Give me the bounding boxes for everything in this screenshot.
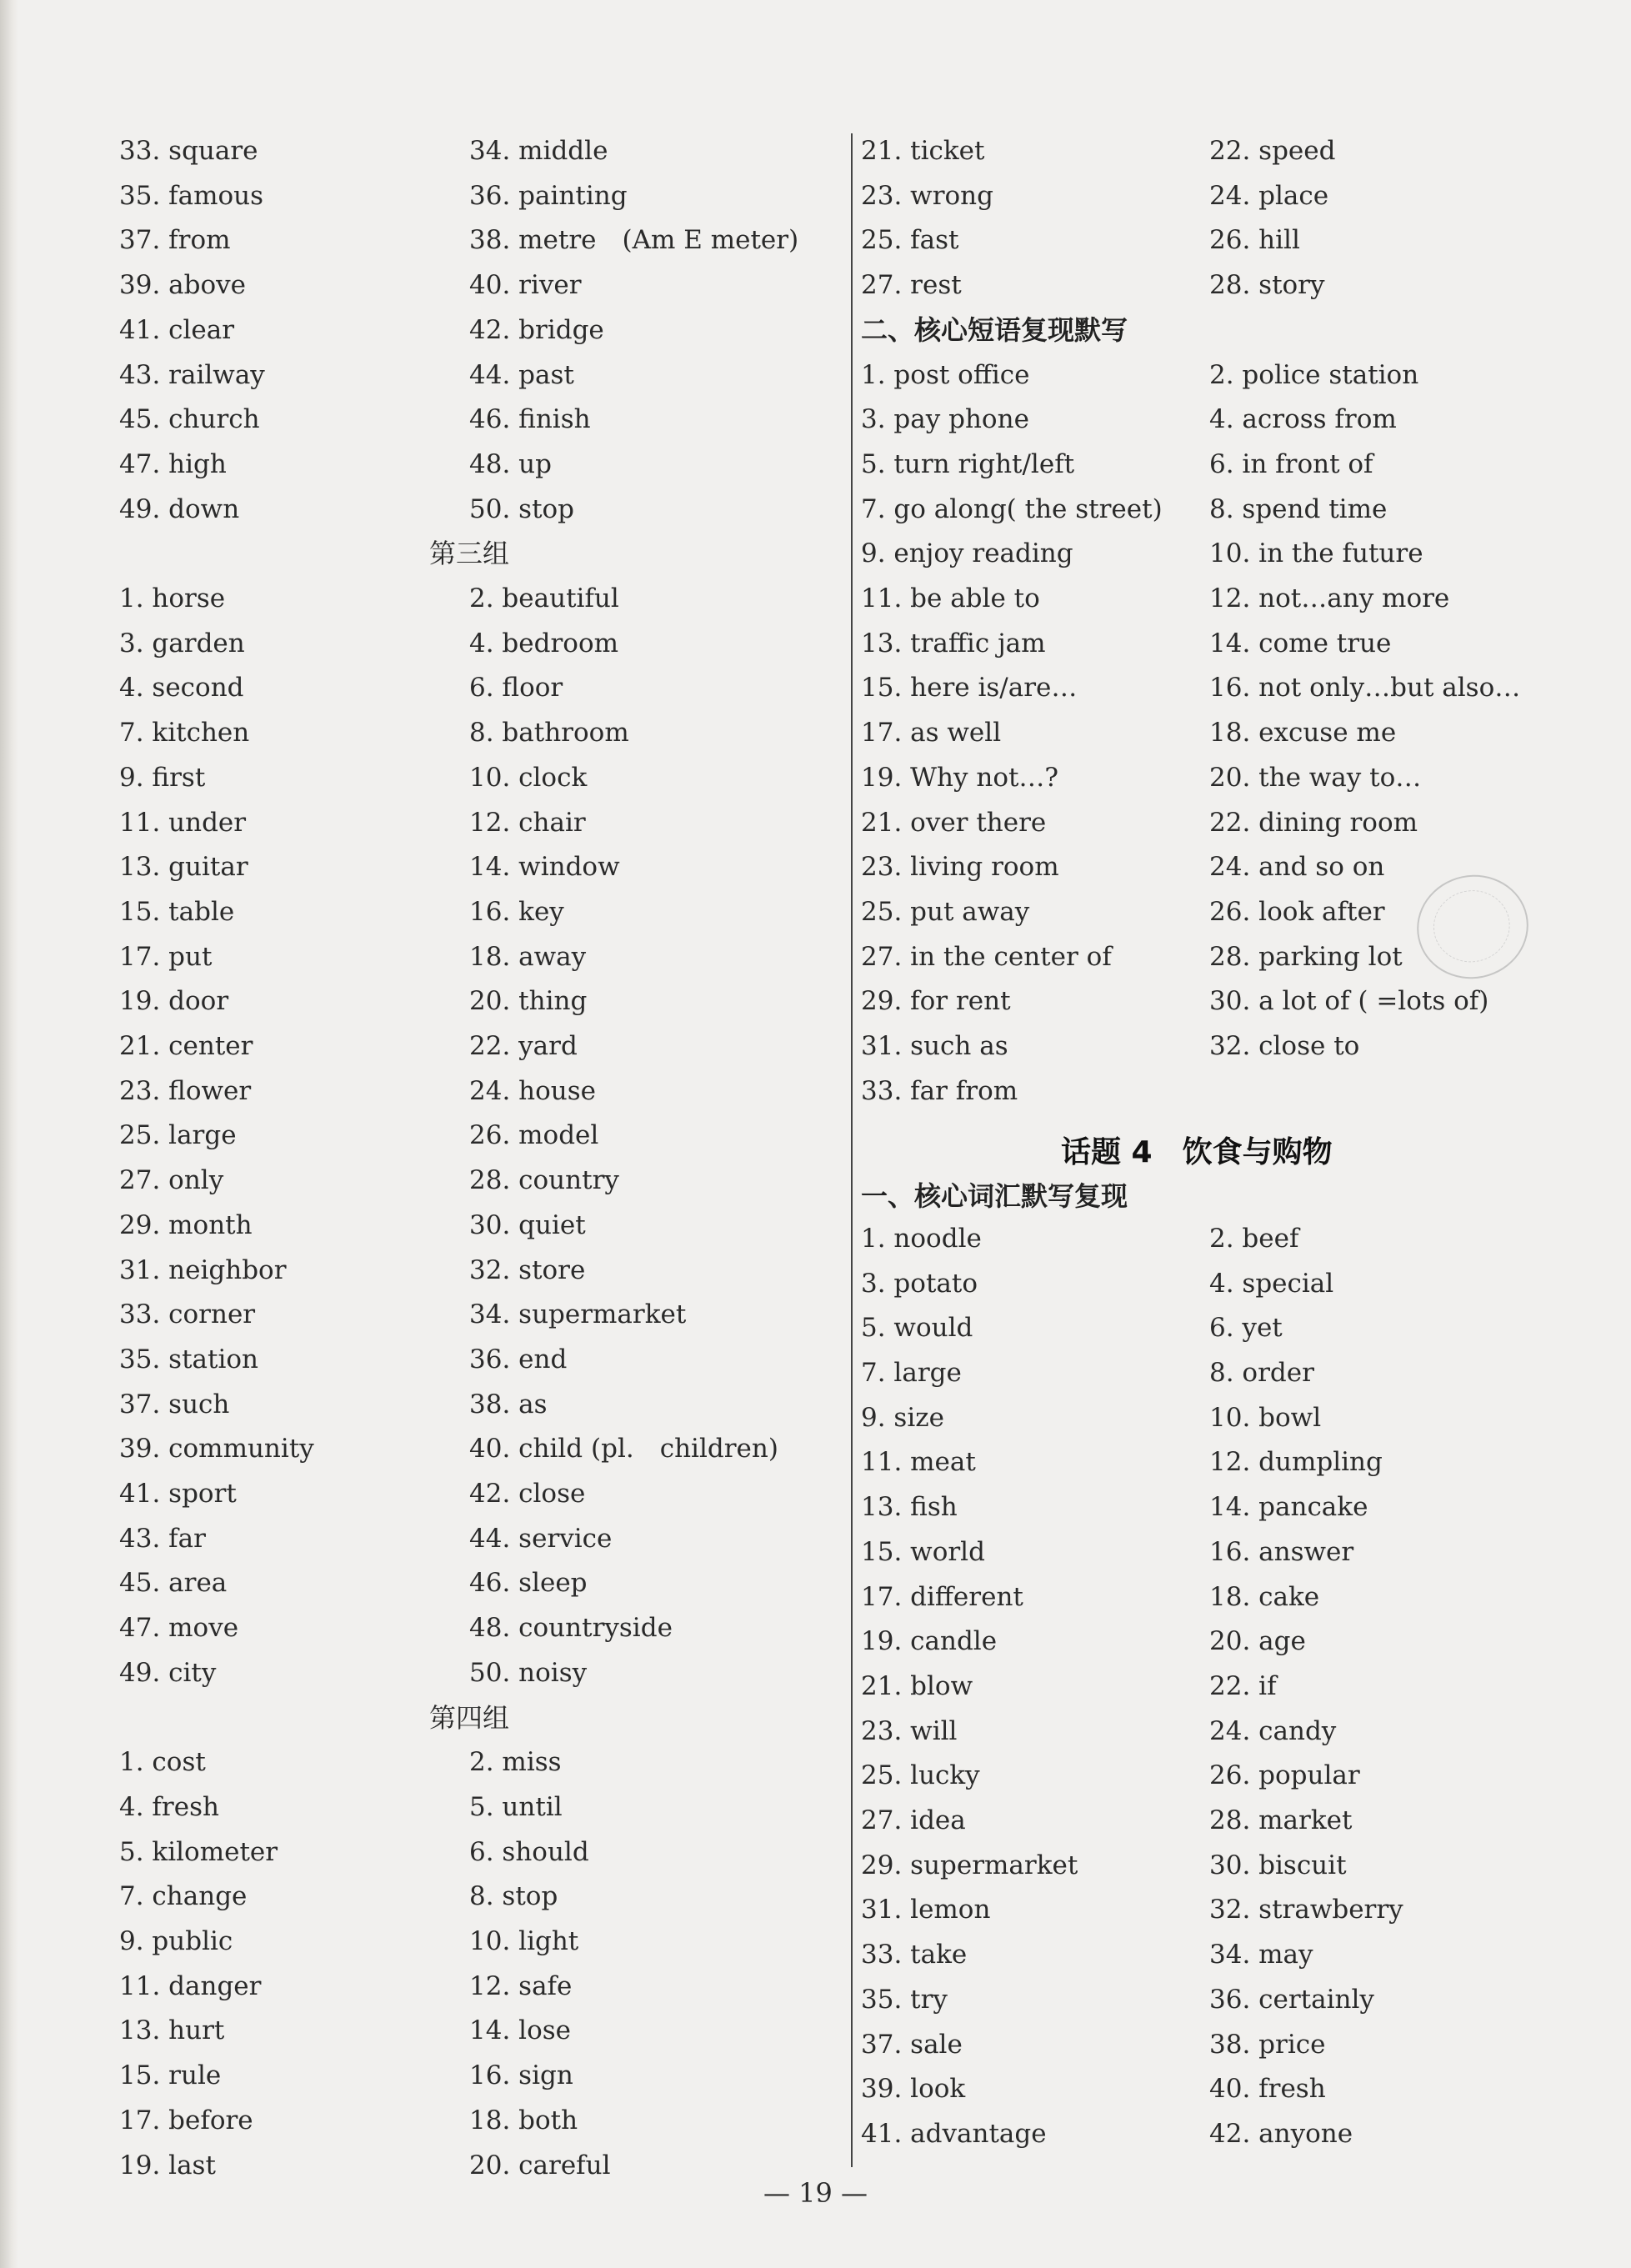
phrase-row — [861, 1024, 1611, 1069]
vocab-entry: 14. pancake — [1209, 1492, 1368, 1523]
vocab-entry: 5. kilometer — [119, 1836, 278, 1867]
vocab-entry: 40. fresh — [1209, 2074, 1326, 2105]
vocab-entry: 26. model — [469, 1120, 599, 1151]
vocab-entry: 42. bridge — [469, 314, 604, 345]
vocab-entry: 42. anyone — [1209, 2118, 1353, 2149]
vocab-entry: 5. would — [861, 1313, 973, 1344]
vocab-entry: 26. popular — [1209, 1760, 1360, 1791]
vocab-entry: 49. down — [119, 493, 240, 524]
vocab-entry: 46. finish — [469, 404, 591, 435]
vocab-entry: 26. look after — [1209, 896, 1385, 927]
vocab-entry: 39. above — [119, 270, 247, 301]
vocab-entry: 33. square — [119, 136, 258, 166]
vocab-entry: 2. police station — [1209, 359, 1419, 390]
vocab-entry: 32. store — [469, 1254, 586, 1285]
vocab-entry: 47. high — [119, 448, 227, 479]
vocab-entry: 13. guitar — [119, 852, 248, 883]
vocab-entry: 15. here is/are… — [861, 673, 1078, 703]
vocab-entry: 10. clock — [469, 762, 588, 793]
word-row — [119, 1248, 869, 1293]
vocab-entry: 7. go along( the street) — [861, 493, 1163, 524]
vocab-entry: 45. church — [119, 404, 260, 435]
vocab-entry: 1. cost — [119, 1747, 206, 1778]
vocab-entry: 19. Why not…? — [861, 762, 1059, 793]
word-row — [861, 173, 1611, 218]
vocab-entry: 37. sale — [861, 2029, 963, 2060]
vocab-entry: 20. careful — [469, 2150, 611, 2180]
word-row — [861, 1977, 1611, 2022]
phrase-row — [861, 621, 1611, 666]
vocab-entry: 10. in the future — [1209, 538, 1423, 569]
vocab-entry: 2. beef — [1209, 1223, 1299, 1254]
vocab-entry: 37. from — [119, 225, 231, 256]
vocab-entry: 18. cake — [1209, 1581, 1320, 1612]
vocab-entry: 7. kitchen — [119, 718, 250, 748]
word-row — [861, 1619, 1611, 1664]
word-row — [861, 1664, 1611, 1709]
vocab-entry: 45. area — [119, 1568, 228, 1599]
vocab-entry: 12. dumpling — [1209, 1447, 1383, 1478]
vocab-entry: 33. take — [861, 1940, 968, 1970]
word-row — [119, 263, 869, 308]
vocab-entry: 21. blow — [861, 1670, 973, 1701]
vocab-entry: 36. end — [469, 1344, 568, 1374]
word-row — [119, 1650, 869, 1695]
vocab-entry: 8. order — [1209, 1358, 1314, 1388]
word-row — [119, 1605, 869, 1650]
vocab-entry: 19. candle — [861, 1626, 998, 1657]
vocab-entry: 6. should — [469, 1836, 589, 1867]
vocab-entry: 6. in front of — [1209, 448, 1373, 479]
vocab-entry: 10. light — [469, 1926, 579, 1956]
word-row — [119, 1740, 869, 1785]
vocab-entry: 12. chair — [469, 807, 586, 838]
word-row — [119, 173, 869, 218]
vocab-entry: 43. far — [119, 1523, 206, 1554]
phrase-row — [861, 979, 1611, 1024]
vocab-entry: 38. as — [469, 1389, 548, 1419]
vocab-entry: 25. large — [119, 1120, 237, 1151]
vocab-entry: 9. public — [119, 1926, 233, 1956]
vocab-entry: 27. only — [119, 1165, 224, 1196]
word-row — [119, 1785, 869, 1830]
vocab-entry: 31. lemon — [861, 1895, 991, 1925]
vocab-entry: 16. not only…but also… — [1209, 673, 1521, 703]
vocab-entry: 24. candy — [1209, 1715, 1337, 1746]
vocab-entry: 16. sign — [469, 2060, 573, 2091]
vocab-entry: 20. the way to… — [1209, 762, 1422, 793]
vocab-entry: 6. yet — [1209, 1313, 1283, 1344]
vocab-entry: 41. sport — [119, 1479, 237, 1509]
vocab-entry: 28. market — [1209, 1805, 1353, 1835]
vocab-entry: 42. close — [469, 1479, 586, 1509]
word-row — [119, 665, 869, 710]
vocab-entry: 44. past — [469, 359, 574, 390]
vocab-entry: 19. last — [119, 2150, 216, 2180]
vocab-entry: 15. rule — [119, 2060, 222, 2091]
right-column — [861, 0, 1611, 2167]
phrase-row — [861, 1069, 1611, 1114]
word-row — [861, 1887, 1611, 1932]
vocab-entry: 33. far from — [861, 1075, 1018, 1106]
word-row — [119, 1292, 869, 1337]
phrase-row — [861, 576, 1611, 621]
word-row — [861, 1575, 1611, 1620]
section-heading: 一、核心词汇默写复现 — [861, 1179, 1128, 1212]
vocab-entry: 28. country — [469, 1165, 619, 1196]
topic-title — [1061, 1128, 1333, 1178]
vocab-entry: 24. house — [469, 1075, 597, 1106]
word-row — [119, 1874, 869, 1919]
word-row — [119, 800, 869, 845]
vocab-entry: 6. floor — [469, 673, 563, 703]
vocab-entry: 11. under — [119, 807, 247, 838]
word-row — [119, 1382, 869, 1427]
vocab-entry: 34. middle — [469, 136, 608, 166]
vocab-entry: 32. strawberry — [1209, 1895, 1403, 1925]
word-row — [861, 1932, 1611, 1977]
word-row — [119, 1158, 869, 1203]
vocab-entry: 4. second — [119, 673, 244, 703]
vocab-entry: 3. potato — [861, 1268, 978, 1299]
phrase-row — [861, 442, 1611, 487]
phrase-row — [861, 487, 1611, 532]
word-row — [119, 218, 869, 263]
vocab-entry: 34. supermarket — [469, 1299, 687, 1330]
word-row — [119, 979, 869, 1024]
vocab-entry: 27. idea — [861, 1805, 966, 1835]
phrase-row — [861, 665, 1611, 710]
word-row — [119, 2008, 869, 2053]
vocab-entry: 4. across from — [1209, 404, 1397, 435]
vocab-entry: 13. traffic jam — [861, 628, 1046, 658]
vocab-entry: 31. neighbor — [119, 1254, 287, 1285]
vocab-entry: 9. first — [119, 762, 206, 793]
word-row — [119, 1830, 869, 1875]
vocab-entry: 23. will — [861, 1715, 958, 1746]
word-row — [861, 1439, 1611, 1484]
word-row — [119, 1919, 869, 1964]
word-row — [119, 1069, 869, 1114]
vocab-entry: 24. place — [1209, 180, 1329, 211]
vocab-entry: 28. parking lot — [1209, 941, 1403, 972]
vocab-entry: 13. fish — [861, 1492, 958, 1523]
group-title: 第三组 — [429, 538, 510, 570]
word-row — [119, 621, 869, 666]
vocab-entry: 7. change — [119, 1881, 248, 1912]
vocab-entry: 3. pay phone — [861, 404, 1029, 435]
vocab-entry: 18. both — [469, 2105, 578, 2135]
vocab-entry: 8. spend time — [1209, 493, 1388, 524]
vocab-entry: 11. danger — [119, 1970, 262, 2001]
vocab-entry: 23. flower — [119, 1075, 252, 1106]
word-row — [861, 1395, 1611, 1440]
vocab-entry: 17. before — [119, 2105, 253, 2135]
vocab-entry: 16. key — [469, 896, 564, 927]
vocab-entry: 8. stop — [469, 1881, 558, 1912]
vocab-entry: 7. large — [861, 1358, 962, 1388]
vocab-entry: 16. answer — [1209, 1536, 1354, 1567]
vocab-entry: 18. excuse me — [1209, 718, 1397, 748]
vocab-entry: 12. safe — [469, 1970, 573, 2001]
vocab-entry: 40. river — [469, 270, 582, 301]
vocab-entry: 5. until — [469, 1791, 563, 1822]
vocab-entry: 17. different — [861, 1581, 1023, 1612]
vocab-entry: 41. clear — [119, 314, 235, 345]
word-row — [119, 308, 869, 353]
vocab-entry: 1. horse — [119, 583, 226, 613]
vocab-entry: 11. meat — [861, 1447, 976, 1478]
vocab-entry: 48. up — [469, 448, 552, 479]
vocab-entry: 35. famous — [119, 180, 264, 211]
vocab-entry: 50. stop — [469, 493, 575, 524]
vocab-entry: 1. post office — [861, 359, 1030, 390]
vocab-entry: 20. thing — [469, 986, 588, 1017]
word-row — [861, 263, 1611, 308]
vocab-entry: 18. away — [469, 941, 587, 972]
vocab-entry: 34. may — [1209, 1940, 1313, 1970]
word-row — [861, 1261, 1611, 1306]
word-row — [119, 442, 869, 487]
vocab-entry: 15. table — [119, 896, 235, 927]
vocab-entry: 38. metre (Am E meter) — [469, 225, 799, 256]
vocab-entry: 22. if — [1209, 1670, 1277, 1701]
word-row — [861, 128, 1611, 173]
vocab-entry: 29. supermarket — [861, 1850, 1078, 1880]
vocab-entry: 32. close to — [1209, 1031, 1360, 1061]
word-row — [861, 1709, 1611, 1754]
word-row — [861, 1843, 1611, 1888]
vocab-entry: 14. window — [469, 852, 620, 883]
vocab-entry: 4. bedroom — [469, 628, 619, 658]
vocab-entry: 25. lucky — [861, 1760, 980, 1791]
word-row — [861, 218, 1611, 263]
word-row — [119, 934, 869, 979]
vocab-entry: 31. such as — [861, 1031, 1008, 1061]
vocab-entry: 17. put — [119, 941, 213, 972]
vocab-entry: 41. advantage — [861, 2118, 1047, 2149]
phrase-row — [861, 755, 1611, 800]
vocab-entry: 14. lose — [469, 2015, 571, 2046]
phrase-row — [861, 531, 1611, 576]
word-row — [119, 2053, 869, 2098]
vocab-entry: 4. special — [1209, 1268, 1334, 1299]
word-row — [861, 1484, 1611, 1530]
vocab-entry: 9. enjoy reading — [861, 538, 1073, 569]
vocab-entry: 36. painting — [469, 180, 628, 211]
phrase-row — [861, 397, 1611, 442]
vocab-entry: 27. in the center of — [861, 941, 1112, 972]
vocab-entry: 44. service — [469, 1523, 613, 1554]
word-row — [861, 1753, 1611, 1798]
word-row — [861, 2111, 1611, 2156]
vocab-entry: 48. countryside — [469, 1613, 673, 1644]
word-row — [861, 1530, 1611, 1575]
vocab-entry: 26. hill — [1209, 225, 1300, 256]
vocab-entry: 8. bathroom — [469, 718, 629, 748]
vocab-entry: 14. come true — [1209, 628, 1392, 658]
vocab-entry: 21. ticket — [861, 136, 985, 166]
word-row — [861, 1305, 1611, 1350]
word-row — [119, 487, 869, 532]
word-row — [861, 1350, 1611, 1395]
vocab-entry: 30. biscuit — [1209, 1850, 1347, 1880]
vocab-entry: 27. rest — [861, 270, 962, 301]
vocab-entry: 46. sleep — [469, 1568, 588, 1599]
vocab-entry: 33. corner — [119, 1299, 256, 1330]
word-row — [119, 1560, 869, 1605]
vocab-entry: 11. be able to — [861, 583, 1040, 613]
vocab-entry: 39. community — [119, 1434, 314, 1464]
vocab-entry: 30. quiet — [469, 1209, 586, 1240]
word-row — [119, 1113, 869, 1158]
page-number: — 19 — — [763, 2177, 868, 2209]
vocab-entry: 22. speed — [1209, 136, 1336, 166]
word-row — [119, 128, 869, 173]
vocab-entry: 17. as well — [861, 718, 1002, 748]
vocab-entry: 2. beautiful — [469, 583, 619, 613]
vocab-entry: 22. yard — [469, 1031, 578, 1061]
vocab-entry: 15. world — [861, 1536, 985, 1567]
word-row — [861, 2022, 1611, 2067]
vocab-entry: 23. wrong — [861, 180, 993, 211]
phrase-row — [861, 710, 1611, 755]
word-row — [119, 2098, 869, 2143]
vocab-entry: 12. not…any more — [1209, 583, 1450, 613]
word-row — [119, 1024, 869, 1069]
vocab-entry: 29. month — [119, 1209, 253, 1240]
vocab-entry: 19. door — [119, 986, 229, 1017]
word-row — [119, 1471, 869, 1516]
vocab-entry: 47. move — [119, 1613, 239, 1644]
vocab-entry: 50. noisy — [469, 1657, 588, 1688]
page-edge-shadow — [0, 0, 18, 2268]
vocab-entry: 2. miss — [469, 1747, 562, 1778]
vocab-entry: 10. bowl — [1209, 1402, 1322, 1433]
word-row — [119, 755, 869, 800]
vocab-entry: 49. city — [119, 1657, 217, 1688]
vocab-entry: 39. look — [861, 2074, 966, 2105]
vocab-entry: 13. hurt — [119, 2015, 225, 2046]
vocab-entry: 1. noodle — [861, 1223, 982, 1254]
vocab-entry: 38. price — [1209, 2029, 1326, 2060]
word-row — [119, 397, 869, 442]
topic-label: 话题 4 — [1061, 1135, 1153, 1170]
word-row — [119, 710, 869, 755]
section-heading: 二、核心短语复现默写 — [861, 313, 1128, 346]
vocab-entry: 24. and so on — [1209, 852, 1385, 883]
vocab-entry: 25. fast — [861, 225, 959, 256]
vocab-entry: 3. garden — [119, 628, 245, 658]
phrase-row — [861, 800, 1611, 845]
word-row — [119, 1426, 869, 1471]
vocab-entry: 29. for rent — [861, 986, 1011, 1017]
vocab-entry: 36. certainly — [1209, 1984, 1374, 2015]
vocab-entry: 21. over there — [861, 807, 1047, 838]
topic-name: 饮食与购物 — [1182, 1135, 1333, 1170]
vocab-entry: 35. try — [861, 1984, 948, 2015]
vocab-entry: 25. put away — [861, 896, 1030, 927]
vocab-entry: 9. size — [861, 1402, 944, 1433]
vocab-entry: 22. dining room — [1209, 807, 1418, 838]
word-row — [861, 1216, 1611, 1261]
word-row — [119, 576, 869, 621]
vocab-entry: 37. such — [119, 1389, 230, 1419]
vocab-entry: 35. station — [119, 1344, 259, 1374]
word-row — [119, 844, 869, 889]
word-row — [861, 1798, 1611, 1843]
vocab-entry: 28. story — [1209, 270, 1325, 301]
word-row — [119, 1337, 869, 1382]
word-row — [119, 889, 869, 934]
word-row — [119, 1516, 869, 1561]
vocab-entry: 4. fresh — [119, 1791, 219, 1822]
word-row — [119, 1203, 869, 1248]
vocab-entry: 40. child (pl. children) — [469, 1434, 778, 1464]
vocab-entry: 23. living room — [861, 852, 1059, 883]
vocab-entry: 21. center — [119, 1031, 253, 1061]
word-row — [119, 353, 869, 398]
word-row — [119, 1964, 869, 2009]
vocab-entry: 30. a lot of ( =lots of) — [1209, 986, 1489, 1017]
vocab-entry: 20. age — [1209, 1626, 1306, 1657]
phrase-row — [861, 353, 1611, 398]
vocab-entry: 5. turn right/left — [861, 448, 1075, 479]
word-row — [861, 2066, 1611, 2111]
group-title: 第四组 — [429, 1701, 510, 1734]
left-column — [119, 0, 869, 2180]
vocab-entry: 43. railway — [119, 359, 265, 390]
